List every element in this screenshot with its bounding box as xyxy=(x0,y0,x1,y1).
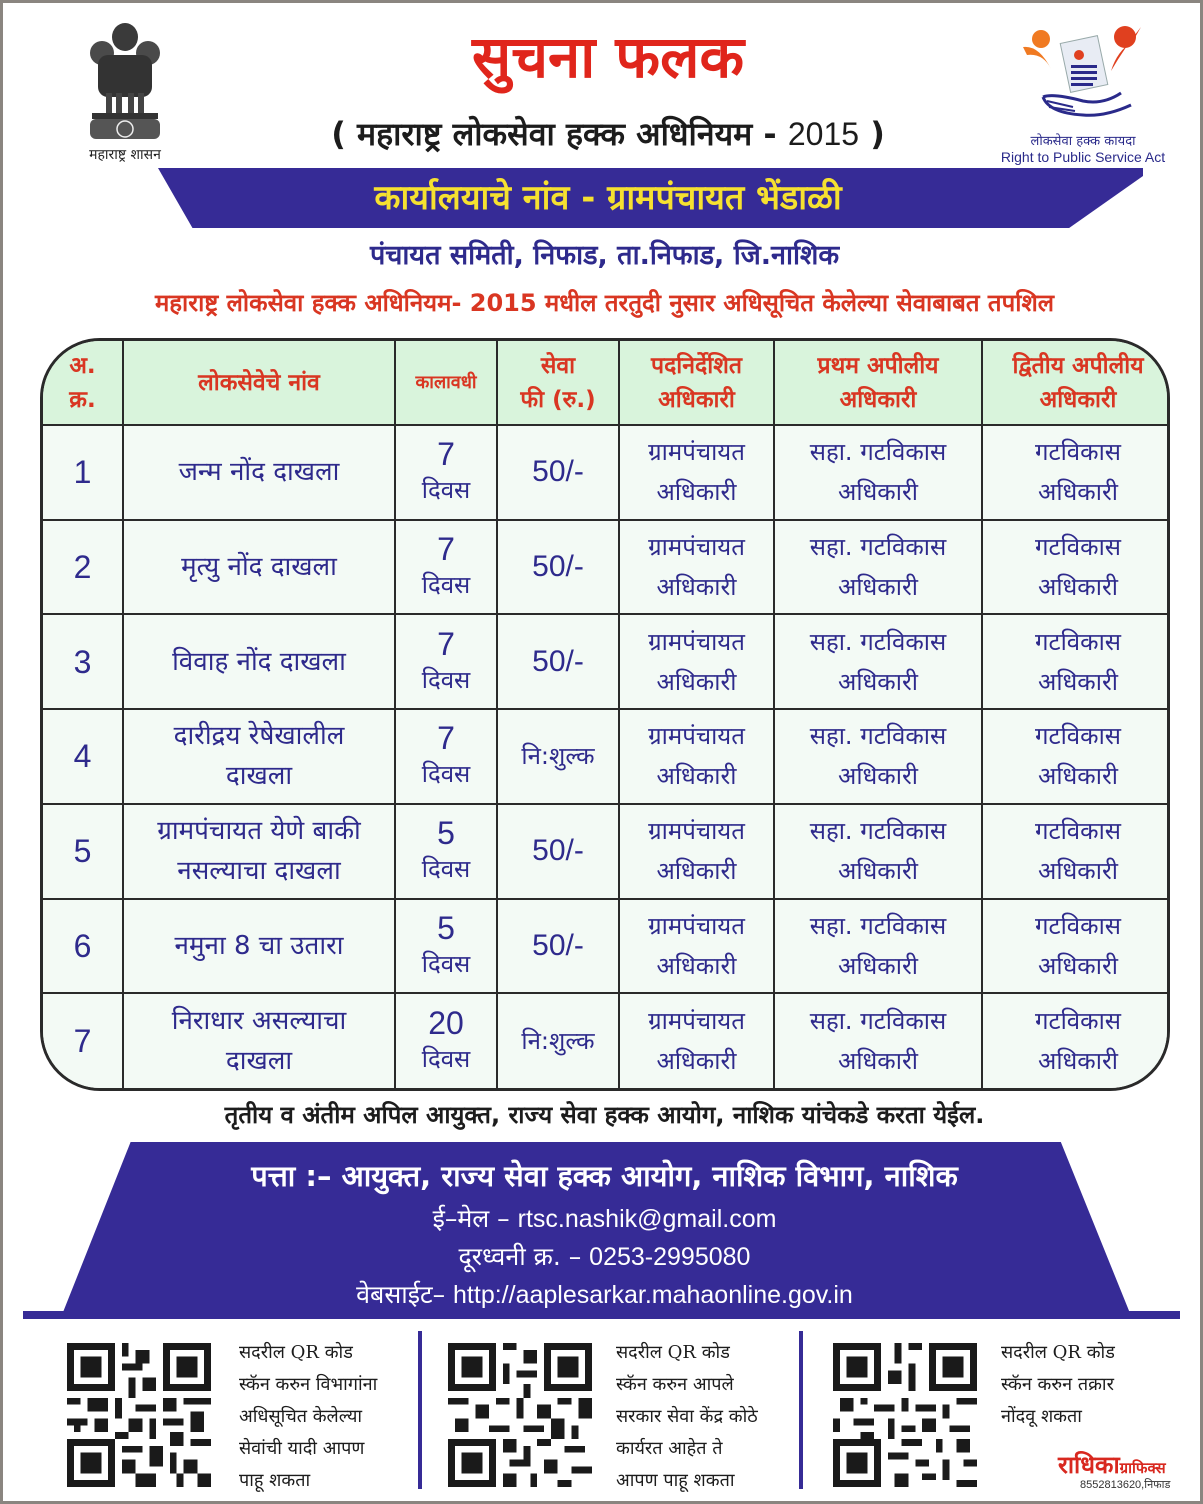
website-label: वेबसाईट– xyxy=(356,1280,454,1309)
page-subtitle xyxy=(283,111,933,157)
cell-duration: 7 दिवस xyxy=(395,520,497,615)
public-service-hand-icon xyxy=(1013,17,1153,129)
logo-label-english: Right to Public Service Act xyxy=(1000,149,1166,165)
cell-first-appeal: सहा. गटविकास अधिकारी xyxy=(774,709,982,804)
cell-second-appeal: गटविकास अधिकारी xyxy=(982,804,1170,899)
qr-divider xyxy=(799,1331,803,1489)
website-line xyxy=(3,1276,1203,1314)
cell-fee: 50/- xyxy=(497,899,619,994)
cell-designated-officer: ग्रामपंचायत अधिकारी xyxy=(619,425,774,520)
cell-serial: 6 xyxy=(43,899,123,994)
phone-number: 0253-2995080 xyxy=(589,1243,751,1271)
cell-second-appeal: गटविकास अधिकारी xyxy=(982,614,1170,709)
qr-code-icon[interactable] xyxy=(833,1343,977,1487)
cell-second-appeal: गटविकास अधिकारी xyxy=(982,899,1170,994)
email-link[interactable]: rtsc.nashik@gmail.com xyxy=(517,1205,777,1233)
rtps-logo xyxy=(978,13,1188,163)
cell-fee: 50/- xyxy=(497,804,619,899)
services-table xyxy=(43,341,1170,1088)
table-row xyxy=(43,899,1170,994)
cell-fee: 50/- xyxy=(497,520,619,615)
cell-serial: 2 xyxy=(43,520,123,615)
cell-serial: 3 xyxy=(43,614,123,709)
table-header-row xyxy=(43,341,1170,425)
logo-label-marathi: लोकसेवा हक्क कायदा xyxy=(1030,134,1136,149)
col-header-serial: अ. क्र. xyxy=(43,341,123,425)
qr-caption: सदरील QR कोड स्कॅन करुन तक्रार नोंदवू शकता xyxy=(1001,1342,1115,1427)
col-header-designated-officer: पदनिर्देशित अधिकारी xyxy=(619,341,774,425)
cell-service: नमुना 8 चा उतारा xyxy=(123,899,395,994)
qr-code-icon[interactable] xyxy=(448,1343,592,1487)
printer-name: राधिकाग्राफिक्स xyxy=(1058,1451,1166,1479)
page-title: सुचना फलक xyxy=(471,23,745,91)
qr-code-icon[interactable] xyxy=(67,1343,211,1487)
col-header-second-appeal: द्वितीय अपीलीय अधिकारी xyxy=(982,341,1170,425)
qr-caption: सदरील QR कोड स्कॅन करुन विभागांना अधिसूचित केलेल्या सेवांची यादी आपण पाहू शकता xyxy=(239,1342,378,1491)
cell-second-appeal: गटविकास अधिकारी xyxy=(982,993,1170,1088)
cell-first-appeal: सहा. गटविकास अधिकारी xyxy=(774,520,982,615)
cell-designated-officer: ग्रामपंचायत अधिकारी xyxy=(619,520,774,615)
cell-first-appeal: सहा. गटविकास अधिकारी xyxy=(774,804,982,899)
services-table-container xyxy=(40,338,1170,1091)
cell-second-appeal: गटविकास अधिकारी xyxy=(982,425,1170,520)
col-header-duration: कालावधी xyxy=(395,341,497,425)
qr-block-service-centres xyxy=(448,1333,798,1493)
col-header-first-appeal: प्रथम अपीलीय अधिकारी xyxy=(774,341,982,425)
table-row xyxy=(43,709,1170,804)
email-label: ई–मेल – xyxy=(432,1204,518,1233)
table-row xyxy=(43,804,1170,899)
cell-designated-officer: ग्रामपंचायत अधिकारी xyxy=(619,804,774,899)
office-name xyxy=(158,168,1058,228)
cell-duration: 5 दिवस xyxy=(395,804,497,899)
cell-service: दारीद्रय रेषेखालील दाखला xyxy=(123,709,395,804)
cell-designated-officer: ग्रामपंचायत अधिकारी xyxy=(619,709,774,804)
cell-service: विवाह नोंद दाखला xyxy=(123,614,395,709)
cell-duration: 5 दिवस xyxy=(395,899,497,994)
cell-second-appeal: गटविकास अधिकारी xyxy=(982,520,1170,615)
cell-serial: 7 xyxy=(43,993,123,1088)
act-description: महाराष्ट्र लोकसेवा हक्क अधिनियम- 2015 मधील तरतुदी नुसार अधिसूचित केलेल्या सेवाबाबत तपशिल xyxy=(154,289,1055,317)
cell-service: जन्म नोंद दाखला xyxy=(123,425,395,520)
cell-service: मृत्यु नोंद दाखला xyxy=(123,520,395,615)
col-header-fee: सेवा फी (रु.) xyxy=(497,341,619,425)
table-row xyxy=(43,614,1170,709)
cell-designated-officer: ग्रामपंचायत अधिकारी xyxy=(619,614,774,709)
ashoka-lions-icon xyxy=(80,19,170,143)
cell-fee: 50/- xyxy=(497,425,619,520)
emblem-label: महाराष्ट्र शासन xyxy=(89,147,161,163)
table-row xyxy=(43,993,1170,1088)
qr-block-services-list xyxy=(67,1333,417,1493)
email-line xyxy=(3,1200,1203,1238)
printer-phone: 8552813620,निफाड xyxy=(1080,1479,1171,1491)
cell-first-appeal: सहा. गटविकास अधिकारी xyxy=(774,614,982,709)
office-label: कार्यालयाचे नांव - ग्रामपंचायत xyxy=(374,178,757,218)
phone-label: दूरध्वनी क्र. – xyxy=(458,1242,590,1271)
cell-duration: 7 दिवस xyxy=(395,614,497,709)
panchayat-line: पंचायत समिती, निफाड, ता.निफाड, जि.नाशिक xyxy=(369,240,840,271)
address-text: पत्ता :– आयुक्त, राज्य सेवा हक्क आयोग, नाशिक विभाग, नाशिक xyxy=(251,1159,958,1193)
qr-divider xyxy=(418,1331,422,1489)
table-row xyxy=(43,520,1170,615)
cell-service: ग्रामपंचायत येणे बाकी नसल्याचा दाखला xyxy=(123,804,395,899)
subtitle-year: 2015 xyxy=(787,116,860,152)
subtitle-open: ( महाराष्ट्र लोकसेवा हक्क अधिनियम - xyxy=(331,115,788,153)
cell-designated-officer: ग्रामपंचायत अधिकारी xyxy=(619,993,774,1088)
third-appeal-note: तृतीय व अंतीम अपिल आयुक्त, राज्य सेवा हक्क आयोग, नाशिक यांचेकडे करता येईल. xyxy=(224,1101,985,1129)
cell-serial: 1 xyxy=(43,425,123,520)
cell-service: निराधार असल्याचा दाखला xyxy=(123,993,395,1088)
cell-duration: 7 दिवस xyxy=(395,425,497,520)
cell-serial: 4 xyxy=(43,709,123,804)
cell-fee: 50/- xyxy=(497,614,619,709)
table-row xyxy=(43,425,1170,520)
cell-first-appeal: सहा. गटविकास अधिकारी xyxy=(774,899,982,994)
phone-line xyxy=(3,1238,1203,1276)
village-name: भेंडाळी xyxy=(756,178,842,218)
cell-duration: 7 दिवस xyxy=(395,709,497,804)
cell-second-appeal: गटविकास अधिकारी xyxy=(982,709,1170,804)
cell-fee: नि:शुल्क xyxy=(497,993,619,1088)
cell-fee: नि:शुल्क xyxy=(497,709,619,804)
website-link[interactable]: http://aaplesarkar.mahaonline.gov.in xyxy=(453,1281,853,1309)
cell-serial: 5 xyxy=(43,804,123,899)
qr-caption: सदरील QR कोड स्कॅन करुन आपले सरकार सेवा केंद्र कोठे कार्यरत आहेत ते आपण पाहू शकता xyxy=(616,1342,758,1491)
cell-first-appeal: सहा. गटविकास अधिकारी xyxy=(774,425,982,520)
cell-designated-officer: ग्रामपंचायत अधिकारी xyxy=(619,899,774,994)
subtitle-close: ) xyxy=(859,115,885,153)
printer-logo xyxy=(1058,1451,1198,1495)
cell-first-appeal: सहा. गटविकास अधिकारी xyxy=(774,993,982,1088)
state-emblem xyxy=(65,19,185,169)
cell-duration: 20 दिवस xyxy=(395,993,497,1088)
col-header-service: लोकसेवेचे नांव xyxy=(123,341,395,425)
